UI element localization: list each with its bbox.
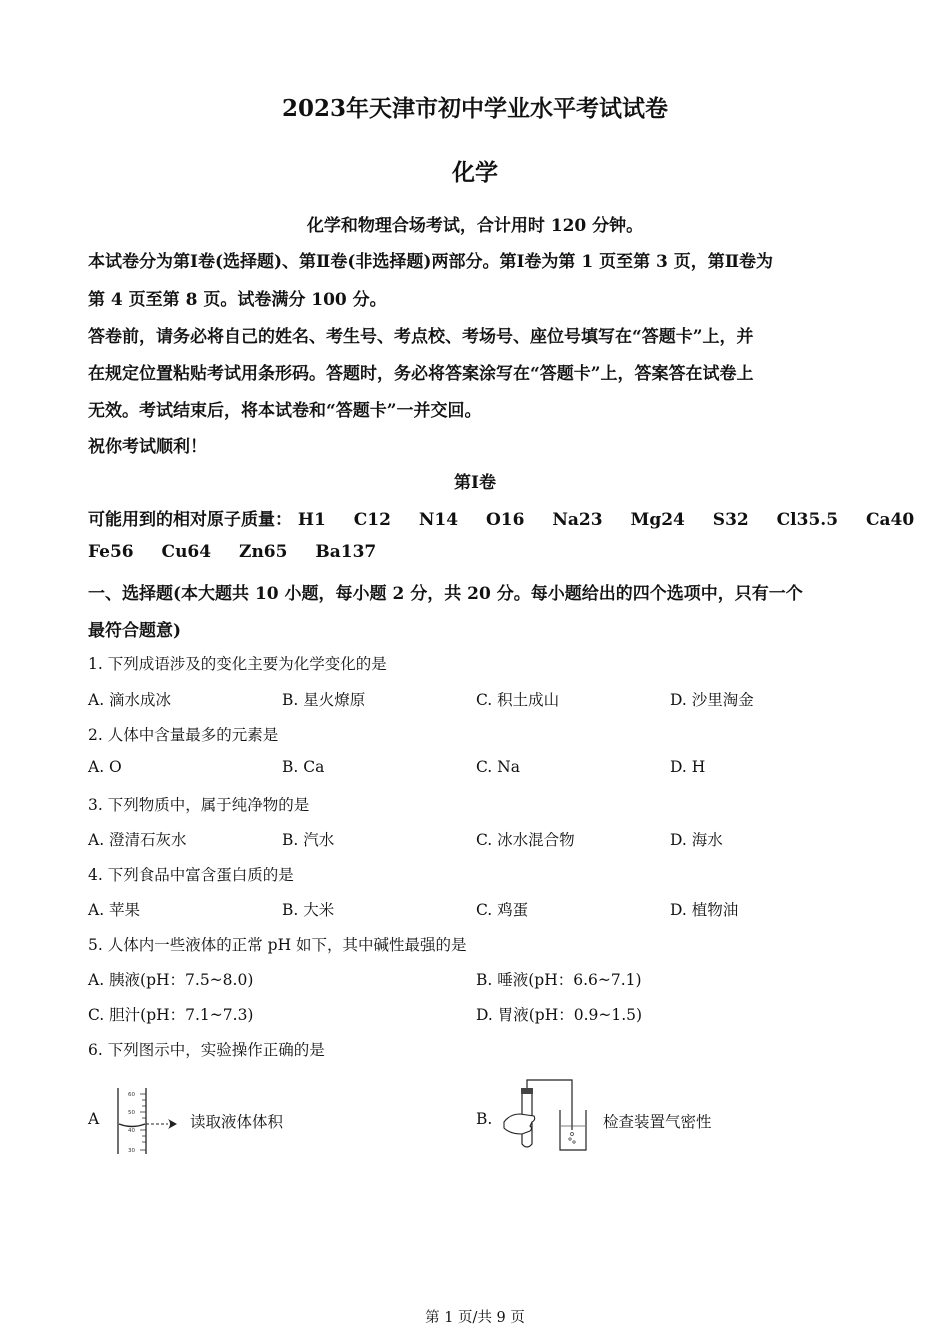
option-c: C. Na <box>476 758 520 776</box>
figure-caption: 检查装置气密性 <box>603 1113 712 1131</box>
option-a: A. 滴水成冰 <box>88 691 172 709</box>
option-a: A. 胰液(pH：7.5~8.0) <box>88 971 254 989</box>
option-c: C. 积土成山 <box>476 691 560 709</box>
question-stem: 4. 下列食品中富含蛋白质的是 <box>88 866 294 884</box>
page-number: 第 1 页/共 9 页 <box>425 1310 525 1326</box>
question-stem: 1. 下列成语涉及的变化主要为化学变化的是 <box>88 655 387 673</box>
instruction-line: 无效。考试结束后，将本试卷和“答题卡”一并交回。 <box>88 401 482 421</box>
instruction-line: 答卷前，请务必将自己的姓名、考生号、考点校、考场号、座位号填写在“答题卡”上，并 <box>88 327 754 347</box>
question-stem: 3. 下列物质中，属于纯净物的是 <box>88 796 310 814</box>
atomic-mass: Na23 <box>552 510 603 530</box>
tick-label: 50 <box>128 1110 135 1116</box>
instruction-line: 第 4 页至第 8 页。试卷满分 100 分。 <box>88 290 387 310</box>
option-d: D. 植物油 <box>670 901 739 919</box>
exam-title: 2023年天津市初中学业水平考试试卷 <box>281 95 668 122</box>
option-d: D. H <box>670 758 706 776</box>
instruction-line: 本试卷分为第Ⅰ卷(选择题)、第Ⅱ卷(非选择题)两部分。第Ⅰ卷为第 1 页至第 3 页，第Ⅱ卷为 <box>88 252 774 272</box>
option-a: A. O <box>88 758 122 776</box>
part-title: 一、选择题(本大题共 10 小题，每小题 2 分，共 20 分。每小题给出的四个选项中，只有一个 <box>88 584 803 604</box>
option-b: B. 大米 <box>282 901 335 919</box>
option-a: A <box>88 1110 100 1128</box>
atomic-mass: Cl35.5 <box>776 510 839 530</box>
option-a: A. 苹果 <box>88 901 141 919</box>
option-b: B. 汽水 <box>282 831 335 849</box>
atomic-mass: N14 <box>418 510 459 530</box>
instruction-line: 在规定位置粘贴考试用条形码。答题时，务必将答案涂写在“答题卡”上，答案答在试卷上 <box>88 364 754 384</box>
atomic-mass: Fe56 <box>88 542 134 562</box>
option-d: D. 海水 <box>670 831 723 849</box>
option-b: B. <box>476 1110 493 1128</box>
subject-title: 化学 <box>452 159 498 186</box>
tick-label: 40 <box>128 1128 135 1134</box>
hand-icon <box>504 1114 535 1134</box>
instruction-line: 化学和物理合场考试，合计用时 120 分钟。 <box>306 216 644 236</box>
volume-heading: 第Ⅰ卷 <box>454 473 496 493</box>
atomic-masses-label: 可能用到的相对原子质量： <box>88 510 292 530</box>
atomic-mass: H1 <box>297 510 326 530</box>
airtightness-figure <box>500 1076 592 1154</box>
option-c: C. 鸡蛋 <box>476 901 529 919</box>
option-d: D. 胃液(pH：0.9~1.5) <box>476 1006 643 1024</box>
atomic-mass: Ca40 <box>865 510 915 530</box>
option-b: B. 唾液(pH：6.6~7.1) <box>476 971 642 989</box>
question-stem: 2. 人体中含量最多的元素是 <box>88 726 279 744</box>
atomic-mass: Cu64 <box>161 542 212 562</box>
tick-label: 30 <box>128 1148 135 1154</box>
option-b: B. Ca <box>282 758 325 776</box>
eye-icon <box>168 1119 177 1129</box>
instruction-line: 祝你考试顺利！ <box>88 437 207 457</box>
atomic-mass: S32 <box>712 510 749 530</box>
option-d: D. 沙里淘金 <box>670 691 754 709</box>
tick-label: 60 <box>128 1092 135 1098</box>
atomic-masses-row2 <box>88 542 398 562</box>
atomic-mass: Zn65 <box>239 542 288 562</box>
atomic-mass: O16 <box>485 510 525 530</box>
option-c: C. 胆汁(pH：7.1~7.3) <box>88 1006 254 1024</box>
option-b: B. 星火燎原 <box>282 691 366 709</box>
figure-caption: 读取液体体积 <box>190 1113 284 1131</box>
question-stem: 5. 人体内一些液体的正常 pH 如下，其中碱性最强的是 <box>88 936 467 954</box>
atomic-mass: C12 <box>353 510 391 530</box>
graduated-cylinder-figure <box>110 1086 182 1158</box>
part-title-cont: 最符合题意) <box>88 621 182 641</box>
atomic-masses-row1 <box>88 505 936 530</box>
atomic-mass: Mg24 <box>630 510 685 530</box>
option-a: A. 澄清石灰水 <box>88 831 187 849</box>
question-stem: 6. 下列图示中，实验操作正确的是 <box>88 1041 325 1059</box>
atomic-mass: Ba137 <box>315 542 377 562</box>
option-c: C. 冰水混合物 <box>476 831 575 849</box>
